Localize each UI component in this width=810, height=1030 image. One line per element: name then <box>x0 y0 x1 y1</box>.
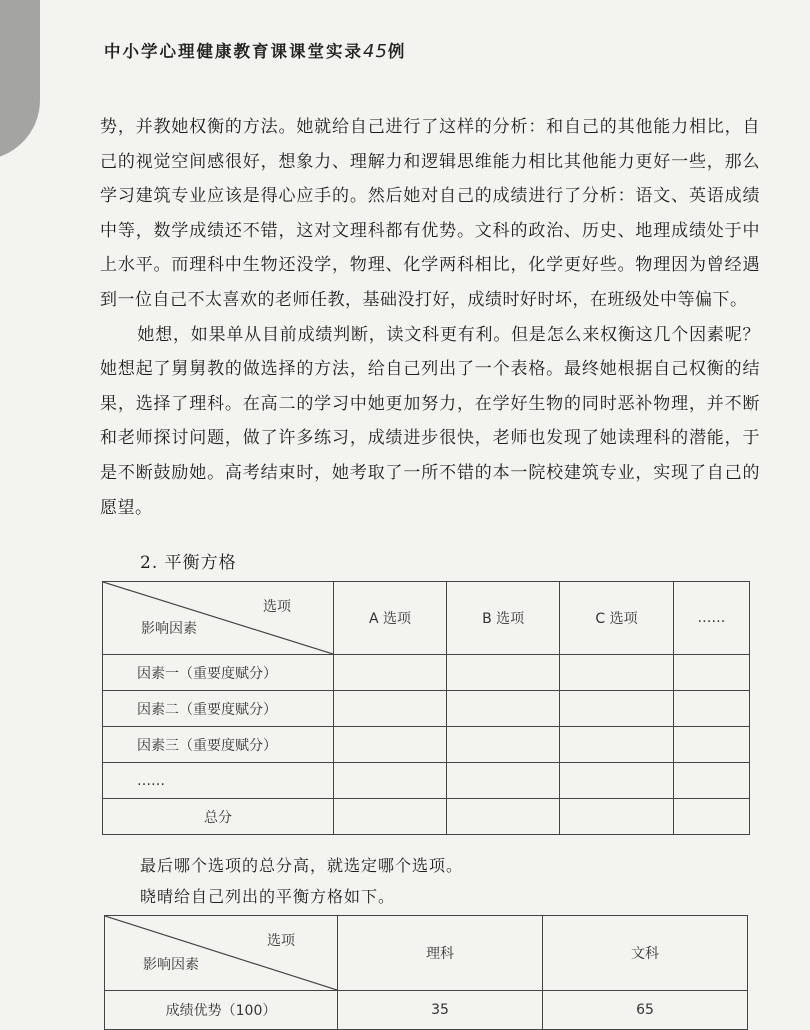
corner-top-label: 选项 <box>267 933 295 949</box>
row-label: 因素二（重要度赋分） <box>103 691 334 727</box>
header-title: 中小学心理健康教育课课堂实录 <box>104 42 363 61</box>
empty-cell <box>560 763 674 799</box>
diagonal-line <box>105 916 337 990</box>
table-row <box>103 727 750 763</box>
cell-value: 65 <box>543 991 748 1030</box>
running-header <box>104 38 406 62</box>
row-label: 因素一（重要度赋分） <box>103 655 334 691</box>
cell-value: 35 <box>338 991 543 1030</box>
header-number: 45 <box>363 41 388 62</box>
row-label: …… <box>103 763 334 799</box>
row-label: 因素三（重要度赋分） <box>103 727 334 763</box>
empty-cell <box>334 727 447 763</box>
corner-bottom-label: 影响因素 <box>143 957 199 973</box>
empty-cell <box>334 799 447 835</box>
empty-cell <box>334 691 447 727</box>
empty-cell <box>447 655 560 691</box>
balance-grid-example <box>104 915 748 1030</box>
paragraph-1: 势，并教她权衡的方法。她就给自己进行了这样的分析：和自己的其他能力相比，自己的视觉空间感很好，想象力、理解力和逻辑思维能力相比其他能力更好一些，那么学习建筑专业应该是得心应手的。然后她对自己的成绩进行了分析：语文、英语成绩中等，数学成绩还不错，这对文理科都有优势。文科的政治、历史、地理成绩处于中上水平。而理科中生物还没学，物理、化学两科相比，化学更好些。物理因为曾经遇到一位自己不太喜欢的老师任教，基础没打好，成绩时好时坏，在班级处中等偏下。 <box>100 117 760 310</box>
empty-cell <box>560 727 674 763</box>
paragraph-2: 她想，如果单从目前成绩判断，读文科更有利。但是怎么来权衡这几个因素呢？她想起了舅舅教的做选择的方法，给自己列出了一个表格。最终她根据自己权衡的结果，选择了理科。在高二的学习中她更加努力，在学好生物的同时恶补物理，并不断和老师探讨问题，做了许多练习，成绩进步很快，老师也发现了她读理科的潜能，于是不断鼓励她。高考结束时，她考取了一所不错的本一院校建筑专业，实现了自己的愿望。 <box>100 324 760 518</box>
corner-cell <box>103 582 334 655</box>
empty-cell <box>334 655 447 691</box>
corner-cell <box>105 916 338 991</box>
empty-cell <box>673 799 749 835</box>
note-2: 晓晴给自己列出的平衡方格如下。 <box>140 887 396 906</box>
column-header: C 选项 <box>560 582 674 655</box>
column-header: 文科 <box>543 916 748 991</box>
balance-grid-template <box>102 581 750 835</box>
table-row <box>103 655 750 691</box>
empty-cell <box>560 691 674 727</box>
diagonal-line <box>103 582 333 654</box>
header-suffix: 例 <box>387 42 407 61</box>
total-label: 总分 <box>103 799 334 835</box>
table-row <box>103 691 750 727</box>
empty-cell <box>447 763 560 799</box>
empty-cell <box>334 763 447 799</box>
empty-cell <box>673 655 749 691</box>
empty-cell <box>560 799 674 835</box>
column-header: A 选项 <box>334 582 447 655</box>
column-header: …… <box>673 582 749 655</box>
corner-bottom-label: 影响因素 <box>141 621 197 637</box>
empty-cell <box>447 727 560 763</box>
section-title: 2. 平衡方格 <box>140 553 237 573</box>
empty-cell <box>447 799 560 835</box>
empty-cell <box>673 691 749 727</box>
note-1: 最后哪个选项的总分高，就选定哪个选项。 <box>140 856 464 875</box>
empty-cell <box>560 655 674 691</box>
empty-cell <box>673 727 749 763</box>
empty-cell <box>447 691 560 727</box>
column-header: B 选项 <box>447 582 560 655</box>
table-row <box>103 763 750 799</box>
column-header: 理科 <box>338 916 543 991</box>
empty-cell <box>673 763 749 799</box>
table-row <box>103 799 750 835</box>
corner-top-label: 选项 <box>263 599 291 615</box>
row-label: 成绩优势（100） <box>105 991 338 1030</box>
page-edge-shadow <box>0 0 40 160</box>
body-text <box>100 110 760 525</box>
